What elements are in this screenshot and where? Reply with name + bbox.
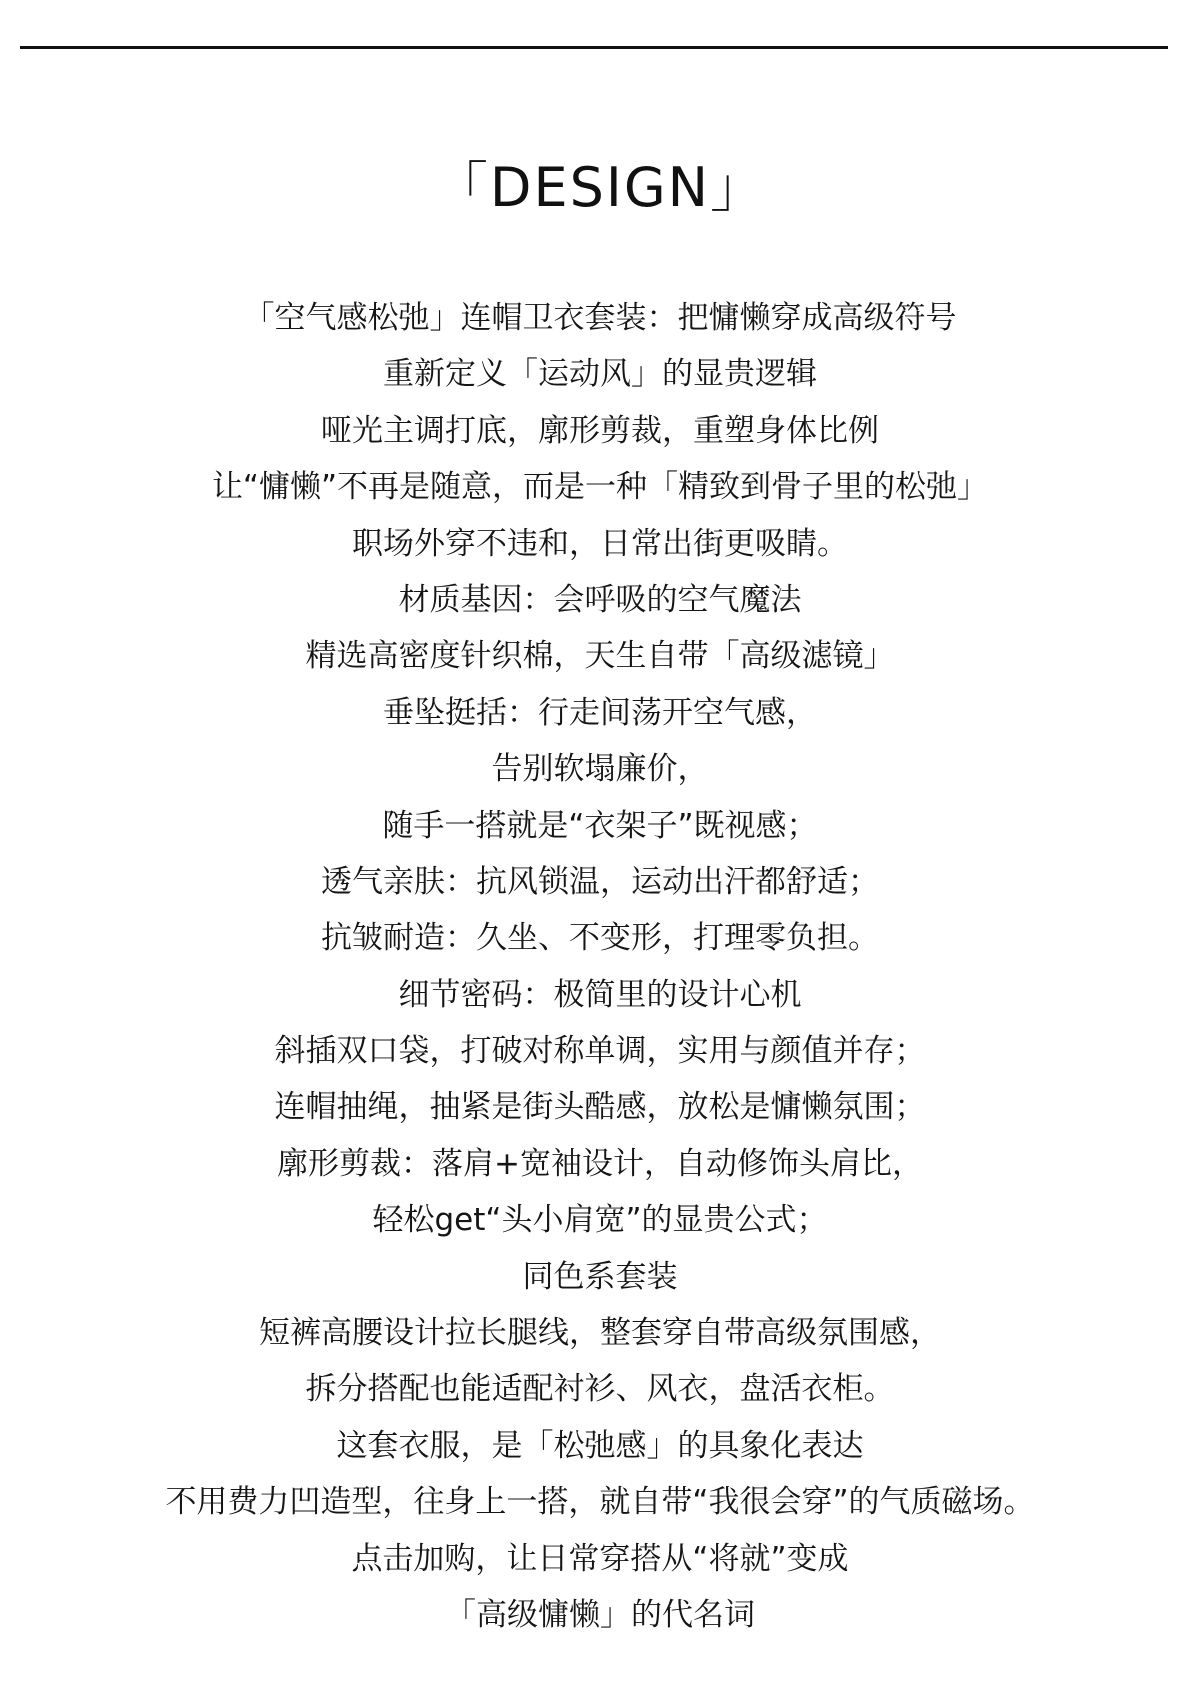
description-line: 哑光主调打底，廓形剪裁，重塑身体比例 — [321, 412, 879, 449]
description-line: 短裤高腰设计拉长腿线，整套穿自带高级氛围感， — [259, 1315, 941, 1352]
design-heading: 「DESIGN」 — [433, 156, 767, 219]
description-line: 「空气感松弛」连帽卫衣套装：把慵懒穿成高级符号 — [243, 300, 957, 336]
description-line: 透气亲肤：抗风锁温，运动出汗都舒适； — [321, 863, 879, 900]
description-line: 细节密码：极简里的设计心机 — [398, 976, 802, 1013]
description-line: 连帽抽绳，抽紧是街头酷感，放松是慵懒氛围； — [274, 1089, 926, 1126]
description-line: 随手一搭就是“衣架子”既视感； — [382, 807, 818, 844]
description-line: 不用费力凹造型，往身上一搭，就自带“我很会穿”的气质磁场。 — [165, 1484, 1035, 1521]
description-line: 垂坠挺括：行走间荡开空气感， — [383, 694, 817, 731]
description-text-block — [0, 290, 1200, 1643]
description-line: 职场外穿不违和，日常出街更吸睛。 — [352, 525, 848, 562]
description-line: 这套衣服，是「松弛感」的具象化表达 — [336, 1427, 864, 1464]
description-line: 点击加购，让日常穿搭从“将就”变成 — [351, 1540, 849, 1577]
top-divider-line — [20, 46, 1168, 49]
description-line: 重新定义「运动风」的显贵逻辑 — [383, 356, 817, 393]
description-line: 轻松get“头小肩宽”的显贵公式； — [372, 1202, 828, 1239]
description-line: 抗皱耐造：久坐、不变形，打理零负担。 — [321, 920, 879, 957]
description-line: 材质基因：会呼吸的空气魔法 — [398, 581, 802, 618]
description-line: 精选高密度针织棉，天生自带「高级滤镜」 — [305, 638, 895, 675]
description-line: 告别软塌廉价， — [491, 751, 709, 788]
description-line: 拆分搭配也能适配衬衫、风衣，盘活衣柜。 — [305, 1371, 895, 1408]
description-line: 让“慵懒”不再是随意，而是一种「精致到骨子里的松弛」 — [211, 469, 989, 506]
description-line: 廓形剪裁：落肩+宽袖设计，自动修饰头肩比， — [277, 1145, 923, 1182]
description-line: 「高级慵懒」的代名词 — [445, 1596, 755, 1633]
description-line: 同色系套装 — [522, 1258, 678, 1295]
description-line: 斜插双口袋，打破对称单调，实用与颜值并存； — [274, 1033, 926, 1070]
